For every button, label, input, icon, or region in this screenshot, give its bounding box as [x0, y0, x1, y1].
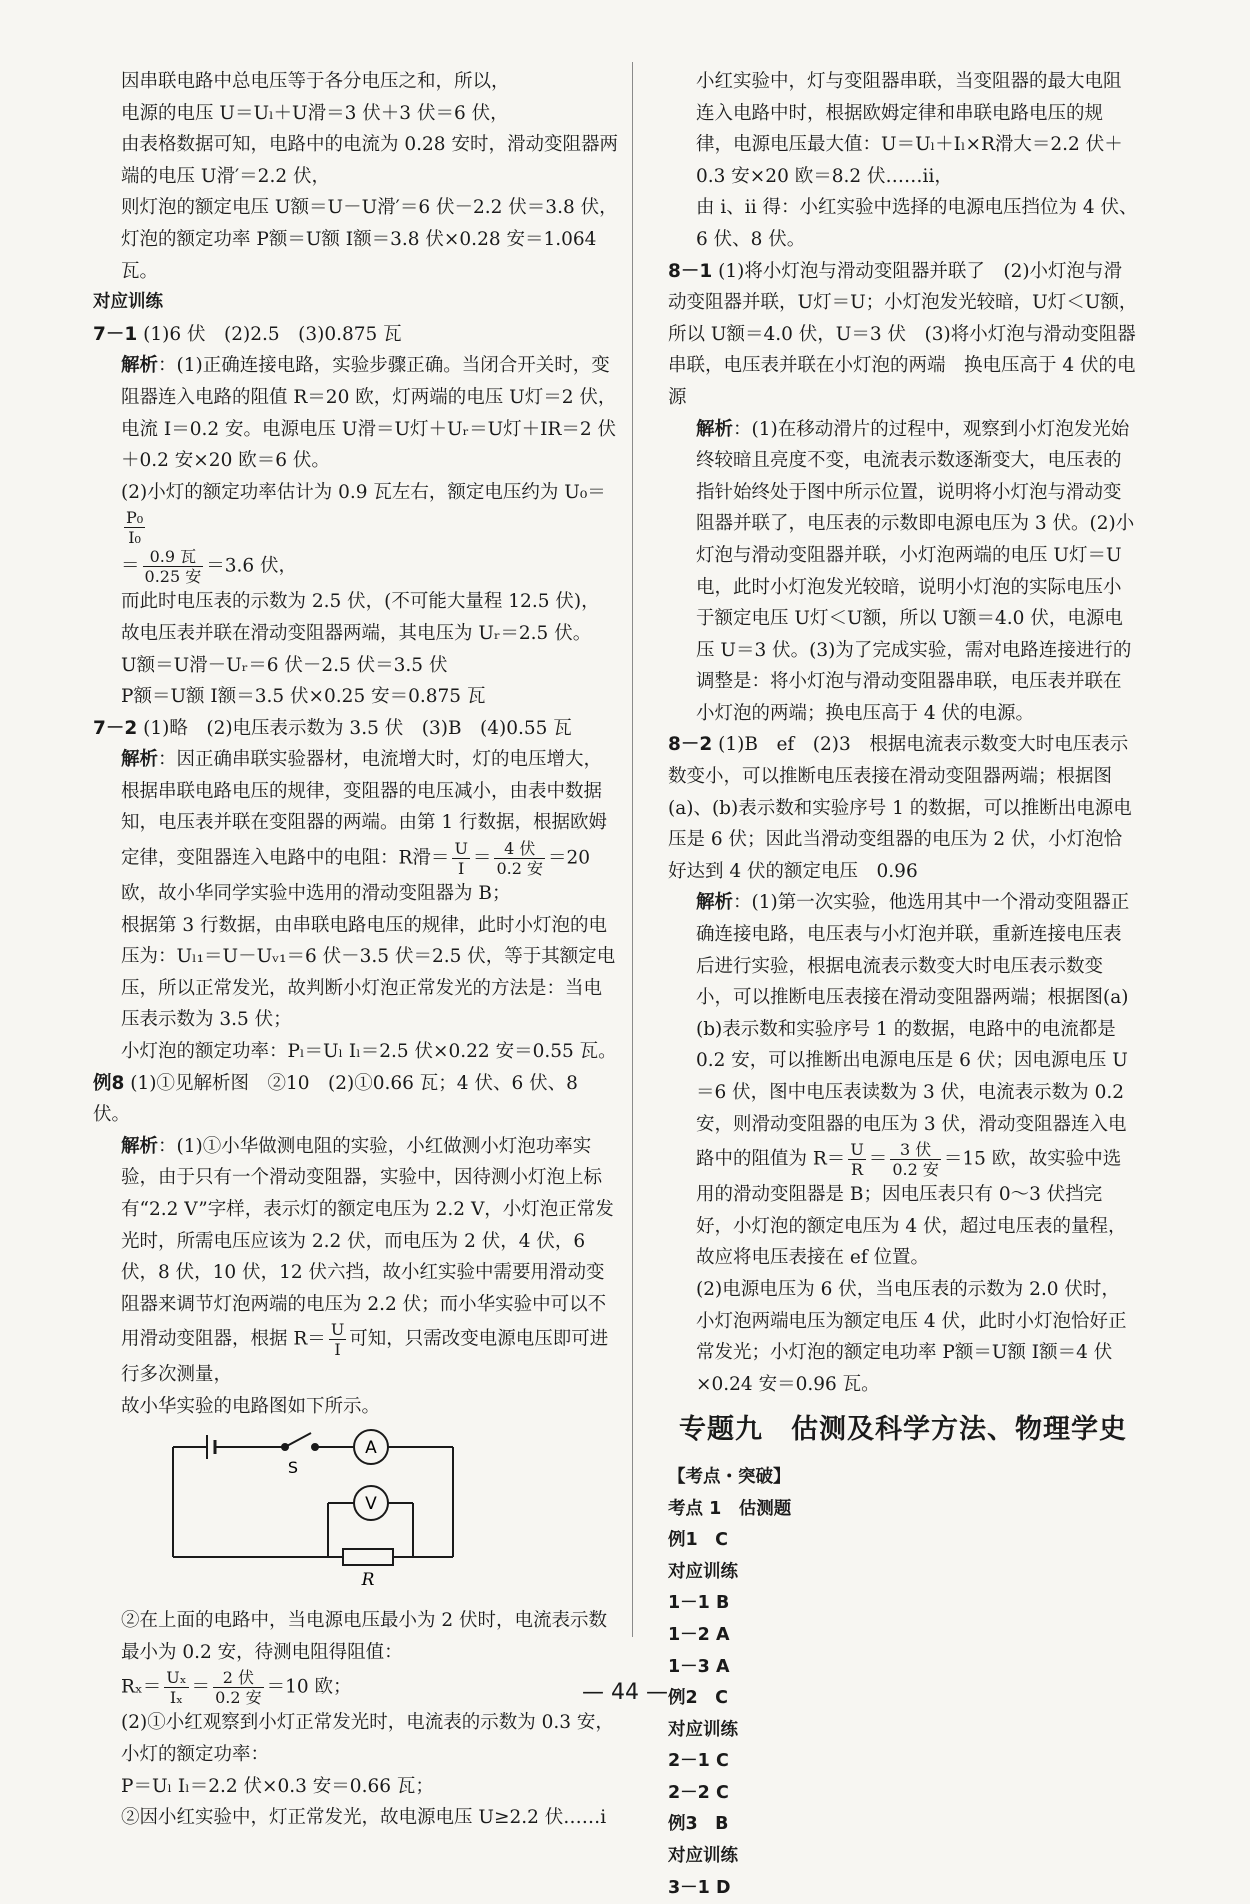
- text-line: 则灯泡的额定电压 U额＝U－U滑′＝6 伏－2.2 伏＝3.8 伏，: [121, 197, 618, 219]
- text-line: P额＝U额 I额＝3.5 伏×0.25 安＝0.875 瓦: [121, 686, 486, 708]
- section-heading: 对应训练: [93, 292, 163, 313]
- fraction: $\frac{\text{P₀}}{\text{I₀}}$: [126, 508, 144, 548]
- answer-item: 2－1 C: [668, 1751, 729, 1772]
- page-number: — 44 —: [582, 1680, 668, 1705]
- explanation-label: 解析: [696, 418, 734, 440]
- question-label: 8－2: [668, 734, 713, 756]
- answer-item: 1－1 B: [668, 1593, 730, 1614]
- text-line: 故小华实验的电路图如下所示。: [121, 1395, 381, 1417]
- explanation-label: 解析: [121, 355, 159, 377]
- topic-heading: 考点 1 估测题: [668, 1498, 792, 1519]
- section-heading: 对应训练: [668, 1561, 738, 1582]
- subsection-heading: 【考点・突破】: [668, 1466, 791, 1487]
- text-line: 小灯泡的额定功率：Pₗ＝Uₗ Iₗ＝2.5 伏×0.22 安＝0.55 瓦。: [121, 1041, 617, 1063]
- answer-item: 3－1 D: [668, 1877, 731, 1898]
- text-line: 端的电压 U滑′＝2.2 伏，: [121, 165, 330, 187]
- fraction: $\frac{\text{0.9 瓦}}{\text{0.25 安}}$: [144, 547, 202, 587]
- explanation-label: 解析: [121, 749, 159, 771]
- question-label: 7－2: [93, 717, 138, 739]
- explanation-formula: (2)小灯的额定功率估计为 0.9 瓦左右，额定电压约为 U₀＝ $\frac{\text{P₀}}{\text{I₀}}$: [121, 481, 606, 548]
- text-line: ②因小红实验中，灯正常发光，故电源电压 U≥2.2 伏……i: [121, 1807, 607, 1829]
- fraction: $\frac{\text{Uₓ}}{\text{Iₓ}}$: [166, 1668, 187, 1708]
- text-line: 而此时电压表的示数为 2.5 伏，(不可能大量程 12.5 伏)，故电压表并联在滑动变阻器两端，其电压为 Uᵣ＝2.5 伏。: [121, 591, 600, 644]
- question-label: 7－1: [93, 323, 138, 345]
- column-divider: [632, 62, 633, 1637]
- answer-item: 1－3 A: [668, 1656, 730, 1677]
- explanation: 解析：(1)在移动滑片的过程中，观察到小灯泡发光始终较暗且亮度不变，电流表示数逐渐变大，电压表的指针始终处于图中所示位置，说明将小灯泡与滑动变阻器并联了，电压表的示数即电源电压为 3 伏。(2)小灯泡与滑动变阻器并联，小灯泡两端的电压 U灯＝U电，此时小灯泡发光较暗，说明小灯泡的实际电压小于额定电压 U灯＜U额，所以 U额＝4.0 伏，电源电压 U＝3 伏。(3)为了完成实验，需对电路连接进行的调整是：将小灯泡与滑动变阻器串联，电压表并联在小灯泡的两端；换电压高于 4 伏的电源。: [696, 418, 1135, 724]
- example-answer: 例2 C: [668, 1688, 729, 1709]
- explanation-label: 解析: [696, 892, 734, 914]
- explanation-formula: ＝ $\frac{\text{0.9 瓦}}{\text{0.25 安}}$ ＝3.6 伏，: [121, 547, 298, 587]
- answer-7-2: 7－2 (1)略 (2)电压表示数为 3.5 伏 (3)B (4)0.55 瓦: [93, 717, 572, 739]
- example-answer: 例1 C: [668, 1530, 729, 1551]
- resistor-label: R: [361, 1569, 375, 1589]
- text-line: 电源的电压 U＝Uₗ＋U滑＝3 伏＋3 伏＝6 伏，: [121, 102, 509, 124]
- text-line: 由表格数据可知，电路中的电流为 0.28 安时，滑动变阻器两: [121, 134, 618, 156]
- fraction: $\frac{U}{I}$: [454, 839, 468, 879]
- fraction: $\frac{U}{I}$: [330, 1320, 345, 1360]
- switch-blade: [285, 1433, 311, 1447]
- answer-8-1: 8－1 (1)将小灯泡与滑动变阻器并联了 (2)小灯泡与滑动变阻器并联，U灯＝U；小灯泡发光较暗，U灯＜U额，所以 U额＝4.0 伏，U＝3 伏 (3)将小灯泡与滑动变阻器串联，电压表并联在小灯泡的两端 换电压高于 4 伏的电源: [668, 260, 1138, 408]
- answer-item: 2－2 C: [668, 1782, 729, 1803]
- section-heading: 对应训练: [668, 1846, 738, 1867]
- voltmeter-label: V: [365, 1493, 377, 1514]
- fraction: $\frac{\text{4 伏}}{\text{0.2 安}}$: [496, 839, 543, 879]
- explanation: 解析：(1)第一次实验，他选用其中一个滑动变阻器正确连接电路，电压表与小灯泡并联，重新连接电压表后进行实验，根据电流表示数变大时电压表示数变小，可以推断电压表接在滑动变阻器两端；根据图(a)(b)表示数和实验序号 1 的数据，电路中的电流都是 0.2 安，可以推断出电源电压是 6 伏；因电源电压 U＝6 伏，图中电压表读数为 3 伏，电流表示数为 0.2 安，则滑动变阻器的电压为 3 伏，滑动变阻器连入电路中的阻值为 R＝ $\frac{U}{R}$ ＝ $\frac{\text{3 伏}}{\text{0.2 安}}$ ＝15 欧，故实验中选用的滑动变阻器是 B；因电压表只有 0～3 伏挡完好，小灯泡的额定电压为 4 伏，超过电压表的量程，故应将电压表接在 ef 位置。: [696, 892, 1130, 1269]
- text-line: 小红实验中，灯与变阻器串联，当变阻器的最大电阻连入电路中时，根据欧姆定律和串联电路电压的规律，电源电压最大值：U＝Uₗ＋Iₗ×R滑大＝2.2 伏＋0.3 安×20 欧＝8.2 伏……ii，: [696, 71, 1123, 187]
- question-label: 8－1: [668, 260, 713, 282]
- explanation: 解析：(1)正确连接电路，实验步骤正确。当闭合开关时，变阻器连入电路的阻值 R＝20 欧，灯两端的电压 U灯＝2 伏，电流 I＝0.2 安。电源电压 U滑＝U灯＋Uᵣ＝U灯＋IR＝2 伏＋0.2 安×20 欧＝6 伏。: [121, 355, 617, 472]
- text-line: U额＝U滑－Uᵣ＝6 伏－2.5 伏＝3.5 伏: [121, 654, 448, 676]
- text-line: 根据第 3 行数据，由串联电路电压的规律，此时小灯泡的电压为：Uₗ₁＝U－Uᵥ₁＝6 伏－3.5 伏＝2.5 伏，等于其额定电压，所以正常发光，故判断小灯泡正常发光的方法是：当电压表示数为 3.5 伏；: [121, 914, 616, 1031]
- ammeter-label: A: [365, 1437, 377, 1458]
- left-column: [93, 66, 618, 1834]
- fraction: $\frac{\text{2 伏}}{\text{0.2 安}}$: [215, 1668, 262, 1708]
- fraction: $\frac{U}{R}$: [850, 1140, 864, 1180]
- text-line: (2)①小红观察到小灯正常发光时，电流表的示数为 0.3 安，小灯的额定功率：: [121, 1712, 614, 1765]
- switch-label: S: [287, 1457, 299, 1477]
- section-title: 专题九 估测及科学方法、物理学史: [679, 1414, 1127, 1446]
- example-answer: 例3 B: [668, 1814, 729, 1835]
- text-line: ②在上面的电路中，当电源电压最小为 2 伏时，电流表示数最小为 0.2 安，待测电阻得阻值：: [121, 1610, 608, 1663]
- answer-8-2: 8－2 (1)B ef (2)3 根据电流表示数变大时电压表示数变小，可以推断电压表接在滑动变阻器两端；根据图(a)、(b)表示数和实验序号 1 的数据，可以推断出电源电压是 6 伏；因此当滑动变组器的电压为 2 伏，小灯泡恰好达到 4 伏的额定电压 0.96: [668, 734, 1132, 882]
- circuit-diagram: [163, 1429, 463, 1589]
- resistor: [343, 1549, 393, 1565]
- answer-7-1: 7－1 (1)6 伏 (2)2.5 (3)0.875 瓦: [93, 323, 402, 345]
- example-label: 例8: [93, 1072, 125, 1094]
- text-line: P＝Uₗ Iₗ＝2.2 伏×0.3 安＝0.66 瓦；: [121, 1775, 434, 1797]
- explanation-formula: Rₓ＝ $\frac{\text{Uₓ}}{\text{Iₓ}}$ ＝ $\frac{\text{2 伏}}{\text{0.2 安}}$ ＝10 欧；: [121, 1668, 352, 1708]
- explanation: 解析：因正确串联实验器材，电流增大时，灯的电压增大，根据串联电路电压的规律，变阻器的电压减小，由表中数据知，电压表并联在变阻器的两端。由第 1 行数据，根据欧姆定律，变阻器连入电路中的电阻：R滑＝ $\frac{U}{I}$ ＝ $\frac{\text{4 伏}}{\text{0.2 安}}$ ＝20 欧，故小华同学实验中选用的滑动变阻器为 B；: [121, 749, 608, 905]
- right-column: [668, 66, 1138, 1904]
- explanation-label: 解析: [121, 1135, 159, 1157]
- example-8: 例8 (1)①见解析图 ②10 (2)①0.66 瓦；4 伏、6 伏、8 伏。: [93, 1072, 578, 1126]
- text-line: 由 i、ii 得：小红实验中选择的电源电压挡位为 4 伏、6 伏、8 伏。: [696, 197, 1138, 250]
- text-line: 因串联电路中总电压等于各分电压之和，所以，: [121, 71, 510, 92]
- text-line: (2)电源电压为 6 伏，当电压表的示数为 2.0 伏时，小灯泡两端电压为额定电压 4 伏，此时小灯泡恰好正常发光；小灯泡的额定电功率 P额＝U额 I额＝4 伏×0.24 安＝0.96 瓦。: [696, 1278, 1127, 1395]
- answer-item: 1－2 A: [668, 1624, 730, 1645]
- fraction: $\frac{\text{3 伏}}{\text{0.2 安}}$: [892, 1140, 939, 1180]
- section-heading: 对应训练: [668, 1719, 738, 1740]
- text-line: 灯泡的额定功率 P额＝U额 I额＝3.8 伏×0.28 安＝1.064 瓦。: [121, 228, 597, 282]
- explanation: 解析：(1)①小华做测电阻的实验，小红做测小灯泡功率实验，由于只有一个滑动变阻器，实验中，因待测小灯泡上标有“2.2 V”字样，表示灯的额定电压为 2.2 V，小灯泡正常发光时，所需电压应该为 2.2 伏，而电压为 2 伏，4 伏，6 伏，8 伏，10 伏，12 伏六挡，故小红实验中需要用滑动变阻器来调节灯泡两端的电压为 2.2 伏；而小华实验中可以不用滑动变阻器，根据 R＝ $\frac{U}{I}$ 可知，只需改变电源电压即可进行多次测量，: [121, 1135, 614, 1386]
